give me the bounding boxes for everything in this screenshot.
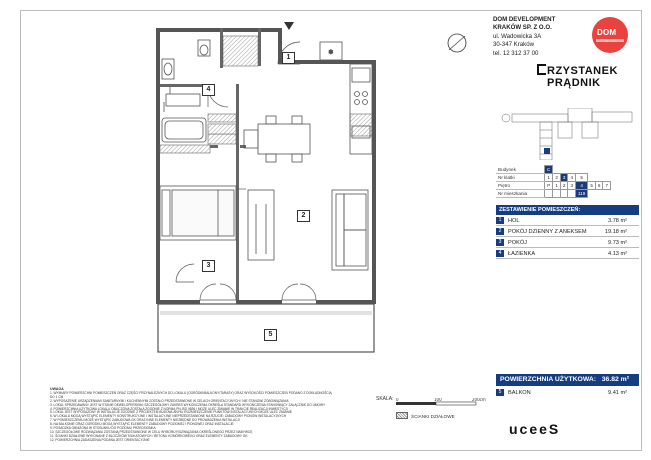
info-cell [545, 190, 553, 198]
balcony-row [496, 388, 639, 398]
building-info-table [496, 165, 611, 198]
info-row-label: Budynek [496, 166, 545, 174]
room-row [496, 227, 639, 237]
info-cell [560, 190, 568, 198]
room-area: 3.78 m² [608, 218, 627, 224]
room-row [496, 249, 639, 259]
plan-label-room-5: 5 [264, 329, 277, 341]
usable-area-label: POWIERZCHNIA UŻYTKOWA: [500, 376, 597, 383]
info-row [496, 166, 611, 174]
note-line: 10. SZCZEGÓŁOWE ROZWIĄZANIA ZOSTANĄ PRZEDSTAWIONE W CELU WYBORU ROZWIĄZANIA OKREŚLONEGO PRZEZ NABYWCĘ [50, 429, 253, 434]
balcony-doors [200, 284, 316, 300]
info-cell: 4 [576, 182, 588, 190]
info-cell [568, 190, 576, 198]
info-cell: P [545, 182, 553, 190]
info-cell: 3 [560, 174, 568, 182]
dom-logo [592, 17, 628, 53]
balcony-name: BALKON [508, 390, 531, 396]
room-number: 1 [496, 217, 504, 224]
walls-legend [396, 412, 455, 419]
plan-label-room-3: 3 [202, 260, 215, 272]
balcony-area-value: 9.41 m² [608, 390, 627, 396]
balcony-area [158, 304, 374, 352]
notes-block [50, 388, 335, 443]
note-line: 7. W POMIESZCZENIU MOŻE WYSTĄPIĆ ZABUDOWA GK ORAZ INNE ELEMENTY NIEZBĘDNE DO PROWADZENIA INSTALACJI [50, 418, 240, 423]
room-name: HOL [508, 218, 520, 224]
kitchen-unit [320, 42, 372, 154]
info-cell: 7 [603, 182, 611, 190]
scale-label: SKALA: [376, 396, 394, 402]
dining-table [244, 116, 310, 162]
ucees-logo: uceeS [509, 421, 561, 437]
bedroom-furniture [160, 186, 274, 260]
scale-tick-100: 100 [434, 398, 442, 402]
balcony-number: 5 [496, 389, 504, 396]
info-cell: 1 [545, 174, 553, 182]
room-name: POKÓJ [508, 240, 527, 246]
sofa [332, 190, 368, 270]
plan-label-room-1: 1 [282, 52, 295, 64]
info-cell: 5 [576, 174, 588, 182]
room-area: 4.13 m² [608, 251, 627, 257]
note-line: 5. LOKAL JEST WYPOSAŻONY W INSTALACJE ZGODNIE Z PROJEKTEM BUDOWLANYM; ROZMIESZCZENIE PUNKTÓW INSTALACYJNYCH MOŻE ULEC ZMIANIE [50, 410, 292, 415]
info-row [496, 182, 611, 190]
room-area: 19.18 m² [604, 229, 627, 235]
note-line: 6. W LOKALU MOGĄ WYSTĄPIĆ ELEMENTY KONSTRUKCYJNE I INSTALACYJNE NIEPRZEDSTAWIONE NA RZUCIE; ZABUDOWY PIONÓW INSTALACYJNYCH [50, 414, 287, 419]
note-line: 1. WYMIARY POWIERZCHNI POMIESZCZEŃ ORAZ CZĘŚCI PRZYNALEŻNYCH DO LOKALU (OGRÓDKI/BALKONY/TARASY) ORAZ WYSOKOŚCI POMIESZCZEŃ PODANO Z DOKŁADNOŚCIĄ DO 1 CM [50, 390, 332, 399]
company-street: ul. Wadowicka 3A [493, 32, 542, 40]
entrance-arrow [284, 22, 294, 30]
info-cell [553, 190, 561, 198]
room-number: 3 [496, 239, 504, 246]
rooms-header: ZESTAWIENIE POMIESZCZEŃ: [496, 205, 639, 215]
hatch-swatch [396, 412, 408, 419]
note-line: 8. NA BALKONIE ORAZ OGRÓDKU MOGĄ WYSTĄPIĆ ELEMENTY ZABUDOWY POZIOMEJ I PIONOWEJ ORAZ INSTALACJE [50, 422, 234, 427]
company-phone: tel. 12 312 37 00 [493, 49, 539, 57]
info-row-label: Nr klatki [496, 174, 545, 182]
company-city: 30-347 Kraków [493, 41, 534, 49]
brand-line-2: PRĄDNIK [547, 77, 601, 89]
note-line: 2. WYPOSAŻENIE URZĄDZENIAMI SANITARNYMI I KUCHENNYMI ZOSTAŁO PRZEDSTAWIONE W CELACH ORIENTACYJNYCH I NIE STANOWI ZOBOWIĄZANIA [50, 398, 289, 403]
scale-tick-0: 0 [396, 398, 399, 402]
info-row-label: Piętro [496, 182, 545, 190]
note-line: 4. POWIERZCHNIA UŻYTKOWA LOKALU OBLICZONA ZOSTAŁA ZGODNIE Z NORMĄ PN-ISO 9836 I MOŻE ULEC ZMIANIE W TRAKCIE REALIZACJI INWESTYCJI [50, 406, 288, 411]
room-area: 9.73 m² [608, 240, 627, 246]
scale-bar [396, 398, 492, 410]
brand-p-mark [537, 64, 546, 75]
info-cell: 3 [568, 182, 576, 190]
note-line: 11. ŚCIANKI DZIAŁOWE WYKONANE Z BLOCZKÓW SILIKATOWYCH / BETONU KOMÓRKOWEGO ORAZ ELEMENTY ZABUDOWY GK [50, 433, 248, 438]
note-line: 3. LOKAL SPRZEDAWANY JEST W STANIE DEWELOPERSKIM; SZCZEGÓŁOWY ZAKRES WYKOŃCZENIA OKREŚLA STANDARD WYKOŃCZENIA STANOWIĄCY ZAŁĄCZNIK DO UMOWY [50, 402, 326, 407]
floor-plan [148, 14, 380, 354]
brand-line-1: RZYSTANEK [547, 65, 618, 77]
info-cell: 2 [560, 182, 568, 190]
outer-walls [156, 28, 376, 304]
walls-legend-label: ŚCIANKI DZIAŁOWE [411, 414, 455, 419]
company-name: DOM DEVELOPMENT [493, 16, 556, 23]
info-cell: 5 [588, 182, 596, 190]
info-row-label: Nr mieszkania [496, 190, 545, 198]
room-number: 4 [496, 250, 504, 257]
info-cell: 4 [568, 174, 576, 182]
info-row [496, 190, 611, 198]
room-row [496, 238, 639, 248]
room-name: ŁAZIENKA [508, 251, 536, 257]
note-line: 9. POSADZKA OBNIŻONA W STOSUNKU DO POZIOMU PRZEDSIONKA [50, 426, 156, 431]
company-info [493, 16, 555, 58]
room-number: 2 [496, 228, 504, 235]
plan-label-room-4: 4 [202, 84, 215, 96]
scale-tick-200: 200cm [472, 398, 486, 402]
room-name: POKÓJ DZIENNY Z ANEKSEM [508, 229, 587, 235]
info-cell: 2 [553, 174, 561, 182]
info-cell: 119 [576, 190, 588, 198]
building-key-plan [498, 108, 638, 160]
info-row [496, 174, 611, 182]
notes-title: UWAGA [50, 387, 64, 391]
compass-icon [446, 32, 468, 54]
usable-area-value: 36.82 m² [601, 376, 629, 383]
usable-area-bar [496, 374, 639, 386]
dom-logo-text: DOM [597, 28, 617, 37]
note-line: 12. POWIERZCHNIA ZADASZENIA PODANA JEST ORIENTACYJNIE [50, 437, 150, 442]
info-cell: 6 [595, 182, 603, 190]
company-legal: KRAKÓW SP. Z O.O. [493, 24, 552, 32]
plan-label-room-2: 2 [297, 210, 310, 222]
room-row [496, 216, 639, 226]
svg-text:❄: ❄ [328, 49, 334, 56]
info-cell: C [545, 166, 553, 174]
info-cell: 1 [553, 182, 561, 190]
project-brand [537, 64, 618, 89]
